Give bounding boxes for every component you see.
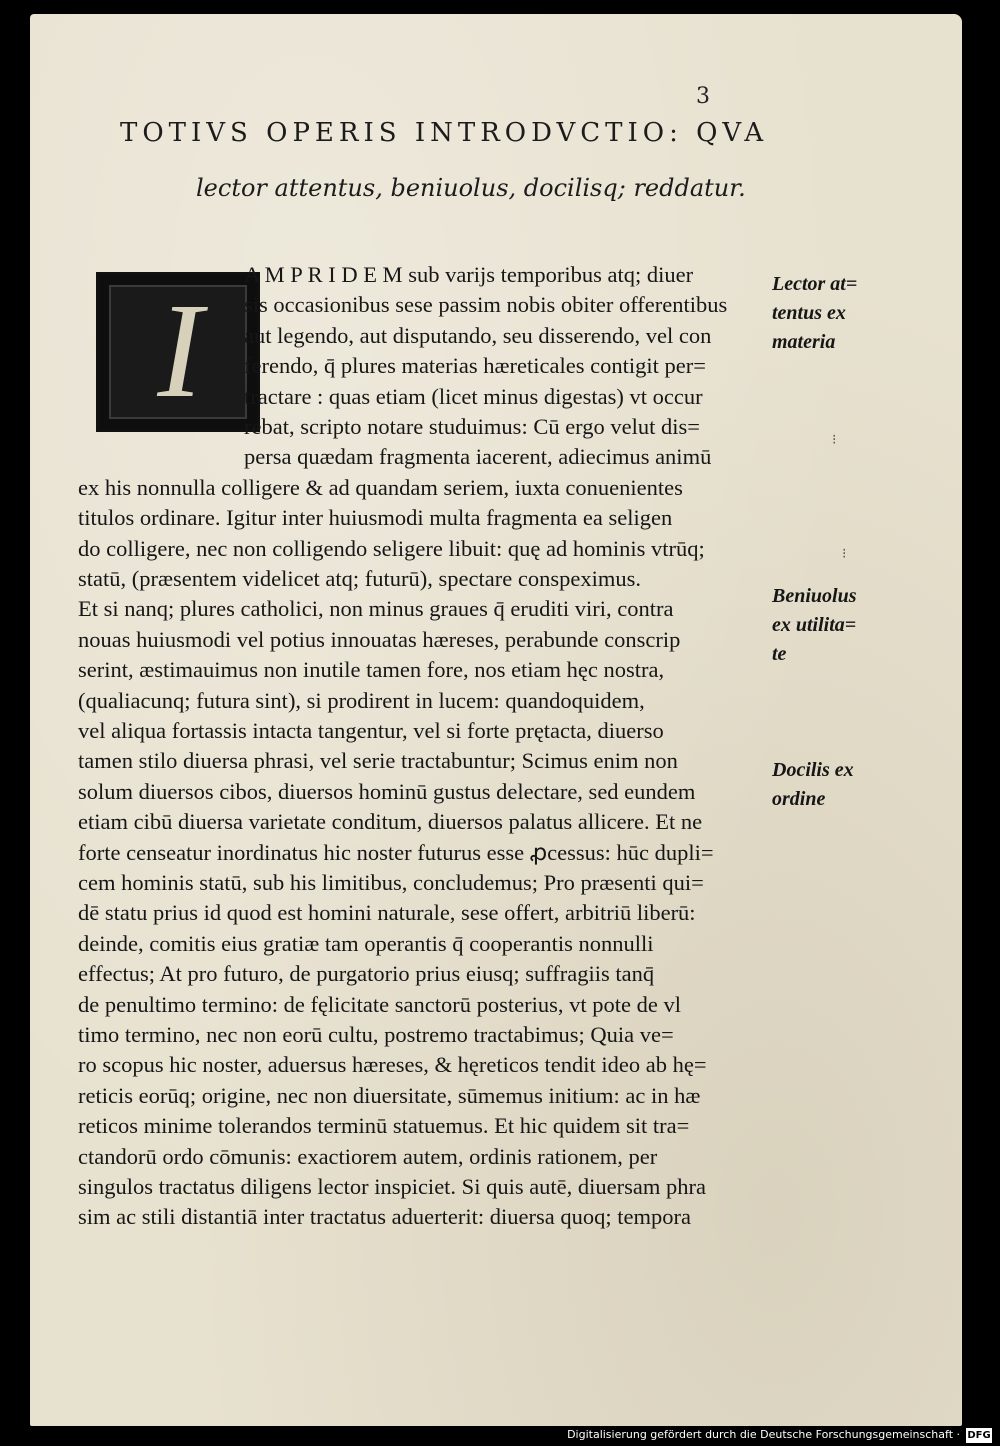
text-line: do colligere, nec non colligendo seligere libuit: quę ad hominis vtrūq; bbox=[78, 535, 705, 561]
text-line: aut legendo, aut disputando, seu disserendo, vel con bbox=[244, 322, 712, 348]
text-line: etiam cibū diuersa varietate conditum, diuersos palatus allicere. Et ne bbox=[78, 809, 703, 835]
initial-letter: I bbox=[157, 276, 203, 426]
text-line: sis occasionibus sese passim nobis obiter offerentibus bbox=[244, 292, 728, 318]
text-line: timo termino, nec non eorū cultu, postremo tractabimus; Quia ve= bbox=[78, 1022, 674, 1047]
text-line: statū, (præsentem videlicet atq; futurū), spectare conspeximus. bbox=[78, 566, 641, 591]
text-line: A M P R I D E M sub varijs temporibus atq; diuer bbox=[244, 262, 694, 287]
text-line: ex his nonnulla colligere & ad quandam seriem, iuxta conuenientes bbox=[78, 474, 683, 500]
text-line: dē statu prius id quod est homini naturale, sese offert, arbitriū liberū: bbox=[78, 900, 696, 926]
text-line: singulos tractatus diligens lector inspiciet. Si quis autē, diuersam phra bbox=[78, 1174, 707, 1199]
footer-credit: Digitalisierung gefördert durch die Deutsche Forschungsgemeinschaft · bbox=[567, 1428, 960, 1441]
margin-note-line: Beniuolus bbox=[772, 585, 857, 607]
margin-note-line: Lector at= bbox=[772, 273, 858, 295]
margin-note-line: te bbox=[772, 643, 787, 665]
margin-note-line: materia bbox=[772, 331, 836, 353]
margin-note-line: Docilis ex bbox=[772, 759, 854, 781]
text-line: de penultimo termino: de fęlicitate sanctorū posterius, vt pote de vl bbox=[78, 991, 681, 1017]
text-line: titulos ordinare. Igitur inter huiusmodi multa fragmenta ea seligen bbox=[78, 505, 673, 531]
margin-note-line: tentus ex bbox=[772, 302, 846, 324]
page-number: 3 bbox=[696, 84, 710, 109]
text-line: tractare : quas etiam (licet minus digestas) vt occur bbox=[244, 383, 703, 409]
text-line: ctandorū ordo cōmunis: exactiorem autem, ordinis rationem, per bbox=[78, 1143, 658, 1169]
text-line: ferendo, q̄ plures materias hæreticales contigit per= bbox=[244, 353, 706, 379]
dfg-logo: DFG bbox=[967, 1430, 991, 1441]
margin-note-line: ordine bbox=[772, 788, 826, 810]
margin-mark: ⁝ bbox=[832, 432, 837, 448]
text-line: reticis eorūq; origine, nec non diuersitate, sūmemus initium: ac in hæ bbox=[78, 1082, 701, 1108]
text-line: (qualiacunq; futura sint), si prodirent in lucem: quandoquidem, bbox=[78, 687, 645, 713]
text-line: tamen stilo diuersa phrasi, vel serie tractabuntur; Scimus enim non bbox=[78, 748, 678, 774]
text-line: solum diuersos cibos, diuersos hominū gustus delectare, sed eundem bbox=[78, 778, 696, 804]
text-line: Et si nanq; plures catholici, non minus graues q̄ eruditi viri, contra bbox=[78, 596, 674, 622]
text-line: serint, æstimauimus non inutile tamen fore, nos etiam hęc nostra, bbox=[78, 657, 665, 683]
text-line: effectus; At pro futuro, de purgatorio prius eiusq; suffragiis tanq̄ bbox=[78, 961, 655, 987]
text-line: vel aliqua fortassis intacta tangentur, vel si forte prętacta, diuerso bbox=[78, 718, 664, 743]
text-line: persa quædam fragmenta iacerent, adiecimus animū bbox=[244, 444, 712, 470]
text-line: sim ac stili distantiā inter tractatus aduerterit: diuersa quoq; tempora bbox=[78, 1204, 691, 1230]
page-heading: TOTIVS OPERIS INTRODVCTIO: QVA bbox=[120, 118, 769, 148]
text-line: deinde, comitis eius gratiæ tam operantis q̄ cooperantis nonnulli bbox=[78, 930, 654, 956]
text-line: reticos minime tolerandos terminū statuemus. Et hic quidem sit tra= bbox=[78, 1113, 690, 1139]
margin-note-line: ex utilita= bbox=[772, 614, 857, 636]
margin-mark: ⁝ bbox=[842, 546, 847, 562]
page-subheading: lector attentus, beniuolus, docilisq; reddatur. bbox=[196, 174, 746, 202]
initial-frame bbox=[109, 276, 247, 426]
text-line: rebat, scripto notare studuimus: Cū ergo velut dis= bbox=[244, 414, 700, 439]
text-line: cem hominis statū, sub his limitibus, concludemus; Pro præsenti qui= bbox=[78, 870, 704, 895]
text-line: forte censeatur inordinatus hic noster futurus esse ꝓcessus: hūc dupli= bbox=[78, 839, 714, 865]
book-page bbox=[30, 14, 962, 1426]
footer-bar bbox=[0, 1426, 1000, 1446]
text-line: ro scopus hic noster, aduersus hæreses, & hęreticos tendit ideo ab hę= bbox=[78, 1052, 707, 1078]
text-line: nouas huiusmodi vel potius innouatas hæreses, perabunde conscrip bbox=[78, 626, 681, 652]
decorated-initial bbox=[96, 272, 260, 432]
